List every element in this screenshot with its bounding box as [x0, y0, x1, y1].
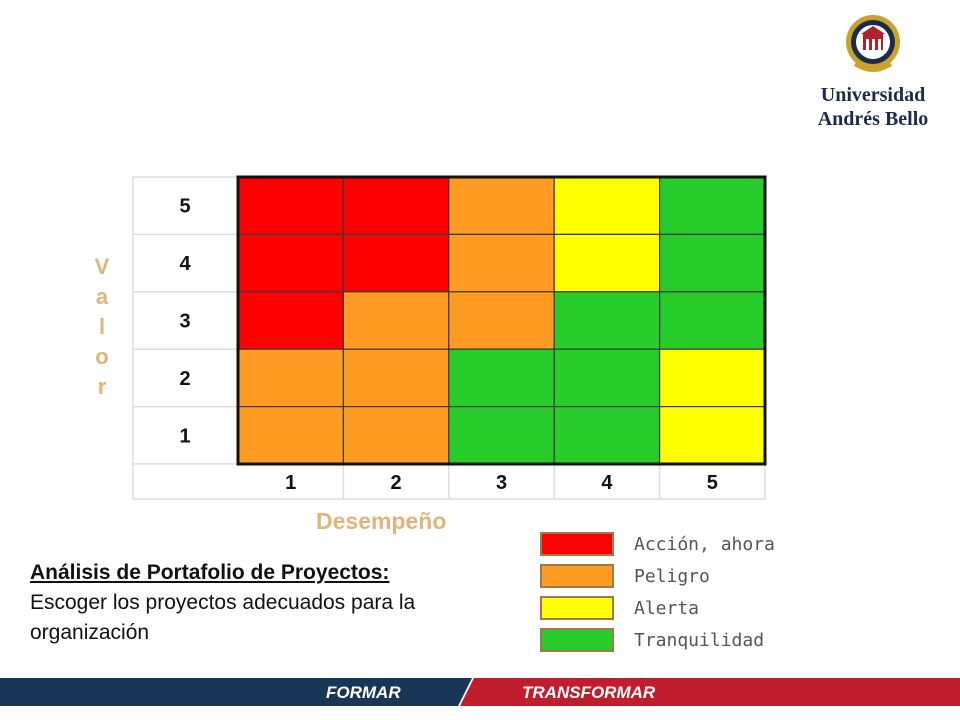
heatmap-cell — [343, 407, 448, 464]
x-tick-label: 2 — [390, 472, 402, 494]
legend-swatch — [540, 596, 614, 620]
heatmap-cell — [238, 292, 343, 349]
legend-swatch — [540, 628, 614, 652]
footer-left-text: FORMAR — [326, 683, 401, 702]
legend-label: Tranquilidad — [634, 629, 765, 651]
y-axis-letter: o — [95, 344, 109, 369]
footer-left-band — [0, 678, 472, 706]
x-axis-label: Desempeño — [316, 508, 447, 534]
footer-right-text: TRANSFORMAR — [522, 683, 656, 702]
heatmap-cell — [554, 234, 659, 291]
heatmap-cell — [343, 177, 448, 234]
legend-item — [540, 592, 775, 624]
heatmap-cell — [449, 292, 554, 349]
heatmap-cell — [660, 177, 765, 234]
footer-banner — [0, 678, 960, 706]
legend-item — [540, 560, 775, 592]
y-tick-label: 4 — [179, 253, 191, 276]
heatmap-cell — [343, 292, 448, 349]
y-axis-letter: V — [94, 254, 110, 279]
heatmap-cell — [660, 292, 765, 349]
heatmap-cell — [660, 407, 765, 464]
heatmap-cell — [449, 177, 554, 234]
heatmap-cell — [238, 177, 343, 234]
legend — [540, 528, 775, 656]
heatmap-cell — [343, 349, 448, 406]
y-tick-label: 3 — [179, 310, 191, 333]
heatmap-cell — [660, 349, 765, 406]
legend-label: Acción, ahora — [634, 533, 775, 555]
heatmap-cell — [554, 292, 659, 349]
y-axis-letter: r — [97, 374, 107, 399]
logo-line-1: Universidad — [820, 84, 926, 106]
heatmap-cell — [660, 234, 765, 291]
heatmap-cell — [238, 407, 343, 464]
y-tick-label: 5 — [179, 195, 191, 218]
heatmap-cell — [554, 407, 659, 464]
description — [30, 558, 490, 648]
legend-swatch — [540, 532, 614, 556]
heatmap-cell — [554, 349, 659, 406]
legend-item — [540, 624, 775, 656]
y-axis-label — [90, 252, 114, 402]
heatmap-cell — [238, 234, 343, 291]
description-body: Escoger los proyectos adecuados para la organización — [30, 591, 416, 644]
x-tick-label: 5 — [706, 472, 718, 494]
legend-swatch — [540, 564, 614, 588]
heatmap-cell — [238, 349, 343, 406]
y-tick-label: 1 — [179, 425, 191, 448]
y-axis-letter: l — [98, 314, 106, 339]
heatmap-cell — [554, 177, 659, 234]
heatmap-cell — [343, 234, 448, 291]
x-tick-label: 1 — [285, 472, 297, 494]
legend-label: Alerta — [634, 597, 700, 619]
legend-item — [540, 528, 775, 560]
x-tick-label: 4 — [601, 472, 613, 494]
logo-line-2: Andrés Bello — [817, 108, 929, 130]
heatmap-cell — [449, 407, 554, 464]
heatmap-cell — [449, 349, 554, 406]
x-tick-label: 3 — [495, 472, 508, 494]
y-tick-label: 2 — [179, 367, 191, 390]
y-axis-letter: a — [95, 284, 109, 309]
description-title: Análisis de Portafolio de Proyectos: — [30, 561, 390, 584]
heatmap-cell — [449, 234, 554, 291]
legend-label: Peligro — [634, 565, 710, 587]
